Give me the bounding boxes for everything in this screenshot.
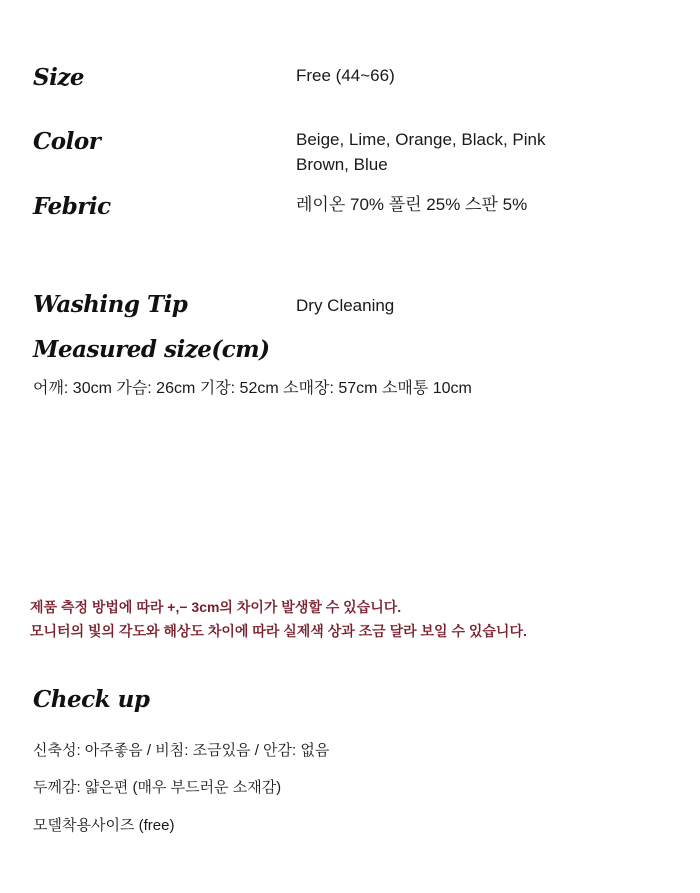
size-label: Size — [33, 64, 85, 91]
notice-line-2: 모니터의 빛의 각도와 해상도 차이에 따라 실제색 상과 조금 달라 보일 수 있습니다. — [30, 623, 527, 639]
measured-size-label: Measured size(cm) — [33, 336, 270, 363]
fabric-value: 레이온 70% 폴린 25% 스판 5% — [296, 195, 528, 214]
checkup-thickness: 두께감: 얇은편 (매우 부드러운 소재감) — [33, 779, 282, 796]
color-label: Color — [33, 128, 101, 155]
checkup-title: Check up — [33, 686, 150, 713]
notice-line-1: 제품 측정 방법에 따라 +,− 3cm의 차이가 발생할 수 있습니다. — [30, 599, 402, 615]
washing-label: Washing Tip — [33, 291, 188, 318]
washing-value: Dry Cleaning — [296, 296, 395, 315]
measured-size-values: 어깨: 30cm 가슴: 26cm 기장: 52cm 소매장: 57cm 소매통 10cm — [33, 380, 472, 397]
checkup-model-size: 모델착용사이즈 (free) — [33, 817, 175, 834]
size-value: Free (44~66) — [296, 66, 395, 85]
color-value-line1: Beige, Lime, Orange, Black, Pink — [296, 130, 546, 149]
checkup-stretch: 신축성: 아주좋음 / 비침: 조금있음 / 안감: 없음 — [33, 742, 330, 759]
fabric-label: Febric — [33, 193, 111, 220]
color-value-line2: Brown, Blue — [296, 155, 388, 174]
